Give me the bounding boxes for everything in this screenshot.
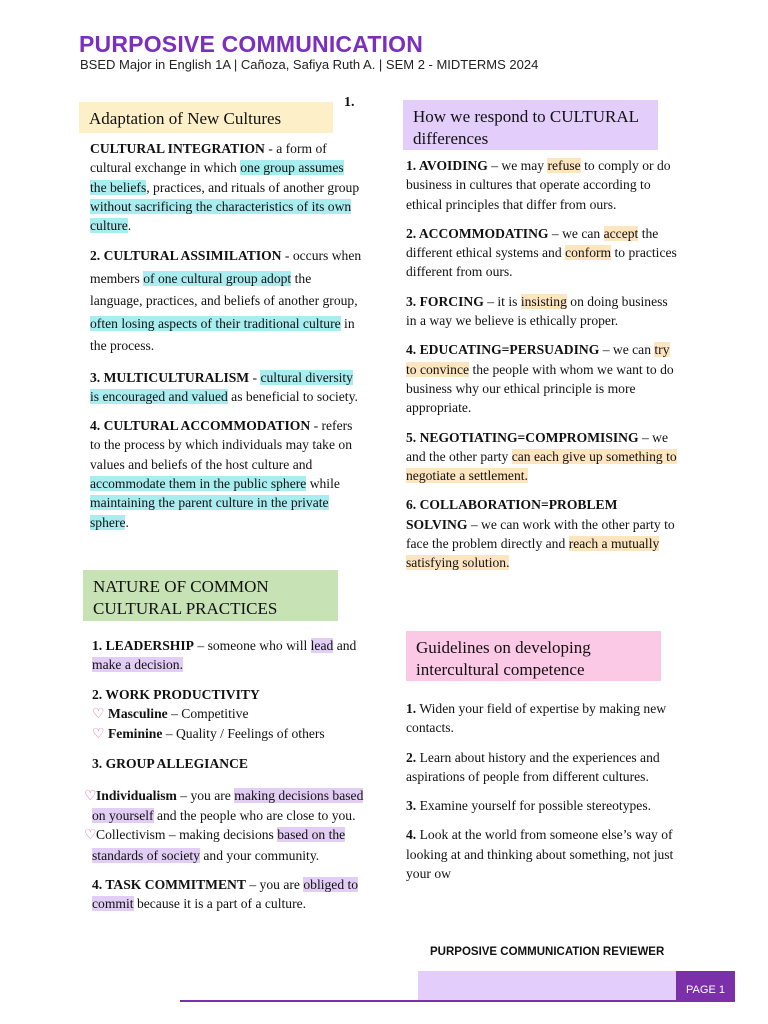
guideline-item: 3. Examine yourself for possible stereotypes. <box>406 798 652 814</box>
adaptation-header: Adaptation of New Cultures <box>79 102 333 133</box>
negotiating: 5. NEGOTIATING=COMPROMISING – we and the other party can each give up something to negotiate a settlement. <box>406 429 677 484</box>
avoiding: 1. AVOIDING – we may refuse to comply or do business in cultures that operate according to ethical principles that differ from ours. <box>406 158 671 212</box>
multiculturalism: 3. MULTICULTURALISM - cultural diversity is encouraged and valued as beneficial to society. <box>90 369 358 404</box>
heart-outline-icon: ♡ <box>84 828 97 844</box>
forcing: 3. FORCING – it is insisting on doing business in a way we believe is ethically proper. <box>406 293 668 329</box>
guideline-item: 2. Learn about history and the experiences and aspirations of people from different cultures. <box>406 749 660 784</box>
document-title: PURPOSIVE COMMUNICATION <box>79 31 424 57</box>
footer-label: PURPOSIVE COMMUNICATION REVIEWER <box>430 946 665 958</box>
heart-outline-icon: ♡ <box>84 788 97 804</box>
heart-outline-icon: ♡ <box>92 727 105 743</box>
accommodating: 2. ACCOMMODATING – we can accept the different ethical systems and conform to practices different from ours. <box>406 225 677 280</box>
guideline-item: 4. Look at the world from someone else’s way of looking at and thinking about something, not just your ow <box>406 827 674 882</box>
nature-section <box>84 636 364 924</box>
cultural-assimilation: 2. CULTURAL ASSIMILATION - occurs when members of one cultural group adopt the language, practices, and beliefs of another group, often losing aspects of their traditional culture in the process. <box>90 248 362 354</box>
nature-header: NATURE OF COMMON CULTURAL PRACTICES <box>83 570 338 621</box>
footer-divider <box>180 1000 735 1002</box>
cultural-integration: CULTURAL INTEGRATION - a form of cultural exchange in which one group assumes the beliefs, practices, and rituals of another group without sacrificing the characteristics of its own culture. <box>90 141 360 234</box>
page-badge: PAGE 1 <box>676 971 735 1001</box>
adaptation-section <box>90 139 362 542</box>
guidelines-header: Guidelines on developing intercultural competence <box>406 631 661 681</box>
individualism: ♡Individualism – you are making decisions based on yourself and the people who are close to you. <box>84 787 364 824</box>
footer-bar <box>418 971 676 1001</box>
respond-header: How we respond to CULTURAL differences <box>403 100 658 150</box>
collectivism: ♡Collectivism – making decisions based on the standards of society and your community. <box>84 827 346 863</box>
respond-section <box>406 156 680 583</box>
heart-outline-icon: ♡ <box>92 706 105 722</box>
group-allegiance: 3. GROUP ALLEGIANCE <box>92 756 248 772</box>
section-number: 1. <box>344 95 355 110</box>
collaboration: 6. COLLABORATION=PROBLEM SOLVING – we can work with the other party to face the problem directly and reach a mutually satisfying solution. <box>406 497 675 571</box>
task-commitment: 4. TASK COMMITMENT – you are obliged to commit because it is a part of a culture. <box>92 876 359 912</box>
document-subtitle: BSED Major in English 1A | Cañoza, Safiya Ruth A. | SEM 2 - MIDTERMS 2024 <box>80 57 539 72</box>
work-productivity: 2. WORK PRODUCTIVITY ♡ Masculine – Competitive ♡ Feminine – Quality / Feelings of others <box>92 685 364 745</box>
leadership: 1. LEADERSHIP – someone who will lead and make a decision. <box>92 638 357 673</box>
guidelines-section <box>406 699 680 893</box>
educating: 4. EDUCATING=PERSUADING – we can try to convince the people with whom we want to do business why our ethical principle is more appropriate. <box>406 342 674 416</box>
guideline-item: 1. Widen your field of expertise by making new contacts. <box>406 701 667 736</box>
cultural-accommodation: 4. CULTURAL ACCOMMODATION - refers to the process by which individuals may take on values and beliefs of the host culture and accommodate them in the public sphere while maintaining the parent culture in the private sphere. <box>90 418 353 530</box>
